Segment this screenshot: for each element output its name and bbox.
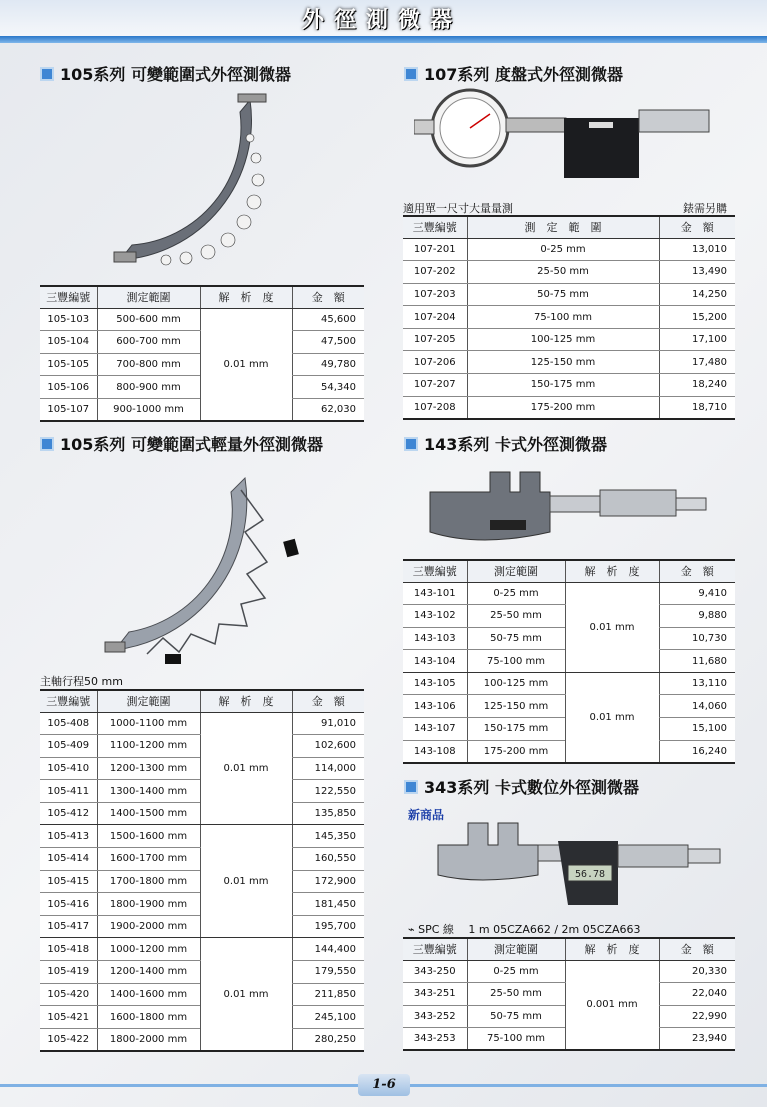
table-row: 107-201 0-25 mm 13,010 <box>403 238 735 261</box>
col-header: 解 析 度 <box>200 690 292 712</box>
resolution-cell: 0.01 mm <box>200 712 292 825</box>
table-row: 105-417 1900-2000 mm 195,700 <box>40 915 364 938</box>
col-header: 解 析 度 <box>200 286 292 308</box>
table-row: 105-107 900-1000 mm 62,030 <box>40 398 364 421</box>
table-row: 105-409 1100-1200 mm 102,600 <box>40 735 364 758</box>
table-row: 107-202 25-50 mm 13,490 <box>403 261 735 284</box>
col-header: 金 額 <box>292 286 364 308</box>
table-row: 107-207 150-175 mm 18,240 <box>403 374 735 397</box>
micrometer-105-image <box>100 90 310 285</box>
table-row: 143-101 0-25 mm 0.01 mm 9,410 <box>403 582 735 605</box>
page-number: 1-6 <box>358 1074 410 1096</box>
table-row: 105-421 1600-1800 mm 245,100 <box>40 1006 364 1029</box>
section-107-heading <box>404 62 623 85</box>
square-bullet-icon <box>40 437 54 451</box>
col-header: 測 定 範 圍 <box>467 216 659 238</box>
table-row: 143-108 175-200 mm 16,240 <box>403 740 735 763</box>
table-row: 107-208 175-200 mm 18,710 <box>403 396 735 419</box>
page-title: 外徑測微器 <box>301 8 462 33</box>
table-row: 105-420 1400-1600 mm 211,850 <box>40 983 364 1006</box>
table-row: 105-413 1500-1600 mm 0.01 mm 145,350 <box>40 825 364 848</box>
table-row: 105-105 700-800 mm 49,780 <box>40 353 364 376</box>
table-row: 105-104 600-700 mm 47,500 <box>40 331 364 354</box>
table-143 <box>403 559 735 764</box>
table-343 <box>403 937 735 1051</box>
digital-caliper-micrometer-image <box>428 815 728 915</box>
section-105a-title: 105系列 可變範圍式外徑測微器 <box>60 65 291 84</box>
col-header: 測定範圍 <box>467 938 565 960</box>
col-header: 三豐編號 <box>403 216 467 238</box>
table-row: 105-103 500-600 mm 0.01 mm 45,600 <box>40 308 364 331</box>
table-row: 105-414 1600-1700 mm 160,550 <box>40 848 364 871</box>
lcd-display: 56.78 <box>574 869 606 880</box>
resolution-cell: 0.01 mm <box>200 825 292 938</box>
table-row: 105-411 1300-1400 mm 122,550 <box>40 780 364 803</box>
table-row: 107-203 50-75 mm 14,250 <box>403 283 735 306</box>
table-row: 343-253 75-100 mm 23,940 <box>403 1028 735 1051</box>
spc-plug-icon: ⌁ <box>408 923 415 936</box>
resolution-cell: 0.01 mm <box>200 938 292 1051</box>
col-header: 金 額 <box>292 690 364 712</box>
section-343-title: 343系列 卡式數位外徑測微器 <box>424 778 639 797</box>
table-row: 143-102 25-50 mm 9,880 <box>403 605 735 628</box>
col-header: 金 額 <box>659 938 735 960</box>
dial-micrometer-image <box>414 88 724 188</box>
table-row: 107-205 100-125 mm 17,100 <box>403 328 735 351</box>
table-row: 343-252 50-75 mm 22,990 <box>403 1005 735 1028</box>
col-header: 金 額 <box>659 560 735 582</box>
title-bar <box>0 36 767 43</box>
resolution-cell: 0.01 mm <box>200 308 292 421</box>
table-row: 107-204 75-100 mm 15,200 <box>403 306 735 329</box>
new-product-badge: 新商品 <box>408 808 445 822</box>
table-row: 107-206 125-150 mm 17,480 <box>403 351 735 374</box>
spindle-stroke-note: 主軸行程50 mm <box>40 675 123 688</box>
col-header: 三豐編號 <box>40 690 97 712</box>
col-header: 測定範圍 <box>97 286 200 308</box>
section-105b-title: 105系列 可變範圍式輕量外徑測微器 <box>60 435 323 454</box>
table-row: 343-251 25-50 mm 22,040 <box>403 983 735 1006</box>
col-header: 金 額 <box>659 216 735 238</box>
table-105b <box>40 689 364 1052</box>
square-bullet-icon <box>404 780 418 794</box>
table-row: 105-415 1700-1800 mm 172,900 <box>40 870 364 893</box>
micrometer-105-light-image <box>95 470 315 675</box>
table-row: 143-107 150-175 mm 15,100 <box>403 718 735 741</box>
col-header: 三豐編號 <box>403 560 467 582</box>
section-143-heading <box>404 432 607 455</box>
col-header: 測定範圍 <box>467 560 565 582</box>
table-row: 105-412 1400-1500 mm 135,850 <box>40 802 364 825</box>
square-bullet-icon <box>40 67 54 81</box>
square-bullet-icon <box>404 67 418 81</box>
table-row: 143-103 50-75 mm 10,730 <box>403 627 735 650</box>
table-row: 105-410 1200-1300 mm 114,000 <box>40 757 364 780</box>
col-header: 三豐編號 <box>40 286 97 308</box>
col-header: 解 析 度 <box>565 560 659 582</box>
section-343-heading <box>404 775 639 798</box>
table-row: 343-250 0-25 mm 0.001 mm 20,330 <box>403 960 735 983</box>
section-143-title: 143系列 卡式外徑測微器 <box>424 435 607 454</box>
table-row: 105-106 800-900 mm 54,340 <box>40 376 364 399</box>
section-105a-heading <box>40 62 291 85</box>
usage-note: 適用單一尺寸大量量測 <box>403 202 513 215</box>
section-105b-heading <box>40 432 323 455</box>
table-row: 105-422 1800-2000 mm 280,250 <box>40 1028 364 1051</box>
col-header: 解 析 度 <box>565 938 659 960</box>
resolution-cell: 0.01 mm <box>565 582 659 672</box>
table-row: 105-408 1000-1100 mm 0.01 mm 91,010 <box>40 712 364 735</box>
caliper-micrometer-image <box>420 462 720 552</box>
col-header: 測定範圍 <box>97 690 200 712</box>
table-row: 143-105 100-125 mm 0.01 mm 13,110 <box>403 672 735 695</box>
table-row: 105-418 1000-1200 mm 0.01 mm 144,400 <box>40 938 364 961</box>
table-105a <box>40 285 364 422</box>
spc-cable-note: ⌁ SPC 線 1 m 05CZA662 / 2m 05CZA663 <box>408 923 641 936</box>
resolution-cell: 0.001 mm <box>565 960 659 1050</box>
resolution-cell: 0.01 mm <box>565 672 659 762</box>
dial-note: 錶需另購 <box>683 202 727 215</box>
table-row: 105-419 1200-1400 mm 179,550 <box>40 961 364 984</box>
square-bullet-icon <box>404 437 418 451</box>
table-row: 143-106 125-150 mm 14,060 <box>403 695 735 718</box>
section-107-title: 107系列 度盤式外徑測微器 <box>424 65 623 84</box>
table-row: 105-416 1800-1900 mm 181,450 <box>40 893 364 916</box>
table-row: 143-104 75-100 mm 11,680 <box>403 650 735 673</box>
col-header: 三豐編號 <box>403 938 467 960</box>
table-107 <box>403 215 735 420</box>
